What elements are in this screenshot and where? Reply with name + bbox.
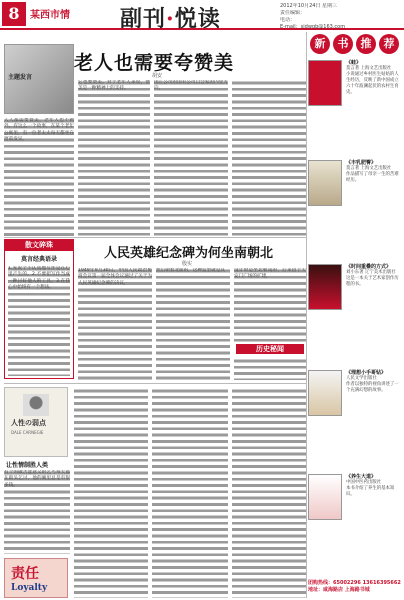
article1-body-col1 [4, 118, 74, 236]
sidebar-header-char-4: 荐 [379, 34, 399, 54]
book-info: 中国中医药出版社 [346, 480, 382, 485]
book-title: 《时间重叠的方式》 [346, 264, 392, 270]
article2-body-col1 [78, 268, 152, 380]
article3-body-col2 [74, 388, 148, 598]
book-cover-thumb [308, 264, 342, 310]
divider [4, 237, 306, 238]
section-title [120, 2, 221, 33]
store-address: 地址：咸海路店 上海路书城 [308, 587, 370, 593]
book-item [308, 60, 402, 156]
book-cover-loyalty-subtitle: Loyalty [11, 583, 48, 593]
article1-body-col3 [154, 80, 228, 236]
sanwen-header: 散文碎珠 [5, 240, 73, 251]
book-cover-thumb [308, 474, 342, 520]
article3-body-col4 [232, 388, 306, 598]
sidebar-footer [308, 580, 402, 594]
article3-body-text: 有个叫做苦涩意义的乞丐每天都在街头乞讨，他的碗里总是有很多钱。 [4, 470, 70, 488]
book-info: 莫言著 上海文艺出版社 [346, 66, 392, 71]
book-title: 《养生大道》 [346, 474, 377, 480]
sidebar-header-char-2: 书 [333, 34, 353, 54]
divider [4, 383, 306, 384]
page-number: 8 [2, 2, 26, 26]
book-cover-loyalty [4, 558, 68, 598]
book-item [308, 264, 402, 364]
sidebar-header-char-1: 新 [310, 34, 330, 54]
article2-title: 人民英雄纪念碑为何坐南朝北 [104, 246, 274, 261]
main-column [4, 32, 306, 598]
header-phone: 电话： [280, 17, 296, 23]
sanwen-subtitle: 莫言经典语录 [20, 256, 57, 263]
book-info: 人民文学出版社 [346, 376, 377, 381]
header-info [280, 3, 400, 31]
book-item [308, 474, 402, 574]
article2-body-col2 [156, 268, 230, 380]
book-item-text [346, 160, 402, 184]
column-divider [306, 32, 307, 598]
book-cover-loyalty-title: 责任 [11, 566, 39, 582]
page-header [0, 0, 404, 30]
article2-body-col1-text: 1949年9月30日，中国人民政治协商会议第一届全体会议通过了关于为人民英雄纪念碑的决议， [78, 268, 152, 286]
book-info: 刘小东著 辽宁美术出版社 [346, 270, 396, 275]
book-item-text [346, 474, 402, 498]
book-item-text [346, 370, 402, 394]
book-item [308, 160, 402, 260]
article1-title: 老人也需要夸赞美 [74, 52, 235, 74]
book-cover-title: 人性の弱点 [11, 419, 46, 427]
article2-author: 殷实 [182, 261, 193, 267]
article3-body-col1 [4, 470, 70, 554]
article2-body-col3-text: 设计时是坐北朝南的，后来由于天安门广场的扩建， [234, 268, 306, 280]
book-cover-thumb [308, 60, 342, 106]
paper-name: 某西市情 [30, 10, 70, 21]
book-info: 莫言著 上海文艺出版社 [346, 166, 392, 171]
book-title: 《蛙》 [346, 60, 362, 66]
book-title: 《理想小手哥钻》 [346, 370, 387, 376]
history-box-header: 历史秘闻 [236, 344, 304, 354]
book-cover-author: DALE CARNEGIE [11, 430, 44, 435]
history-box-body [234, 358, 306, 380]
book-desc: 这是一本关于艺术家创作历程的书。 [346, 276, 399, 287]
article1-body-col4 [232, 80, 306, 236]
article1-photo-caption: 主题发言 [8, 74, 33, 81]
book-item-text [346, 264, 402, 288]
sidebar-new-books [308, 32, 402, 598]
article1-author: 胡安 [152, 73, 163, 79]
section-subtitle: 悦读 [174, 6, 221, 32]
book-cover-thumb [308, 370, 342, 416]
book-desc: 作品描写了母亲一生的苦难经历。 [346, 172, 399, 183]
section-title-dot: · [166, 6, 175, 32]
book-cover-image [4, 387, 68, 457]
article2-body-col3 [234, 268, 306, 342]
book-desc: 作者以独特的视角讲述了一个充满幻想的故事。 [346, 382, 399, 393]
sanwen-body [8, 266, 70, 376]
sanwen-box [4, 239, 74, 379]
article3-body-col3 [152, 388, 228, 598]
sanwen-body-text: 1.先说个不认真地写作是在心里产生的。2.不要把写作当成一种讨好他人的工具。3.在我心中始终有一个想法。 [8, 266, 70, 290]
article1-body-col1-text: 人人都需要赞美，老年人也不例外。有这么一个故事，在某个老年公寓里，有一位老太太每天都坐在窗前发呆。 [4, 118, 74, 142]
book-cover-figure [23, 394, 49, 416]
sidebar-header-char-3: 推 [356, 34, 376, 54]
article1-body-col2-text: 它也要赞美。对于老年人来说，赞美是一种精神上的支持。 [78, 80, 150, 92]
book-item [308, 370, 402, 470]
book-desc: 本书介绍了养生的基本知识。 [346, 486, 395, 497]
header-date: 2012年10月24日 星期三 [280, 3, 338, 9]
article1-body-col2 [78, 80, 150, 236]
book-item-text [346, 60, 402, 96]
book-title: 《丰乳肥臀》 [346, 160, 377, 166]
article3-title: 让性情制胜人类 [6, 462, 49, 469]
header-editor: 责任编辑： [280, 10, 306, 16]
article2-body-col2-text: 然后朝着北面的，这种造型就是其 [156, 268, 225, 273]
book-cover-thumb [308, 160, 342, 206]
section-title-main: 副刊 [120, 6, 167, 32]
article1-body-col3-text: 国正公司的国有公司自会家的内里方向， [154, 80, 228, 92]
sidebar-header [308, 32, 402, 56]
group-buy-hotline: 团购热线：65002296 13616395662 [308, 580, 401, 586]
header-email: E-mail：sjdwgb@163.com [280, 24, 346, 30]
book-desc: 小说通过乡村医生姑姑的人生经历，反映了新中国成立六十年波澜起伏的农村生育史。 [346, 72, 399, 95]
